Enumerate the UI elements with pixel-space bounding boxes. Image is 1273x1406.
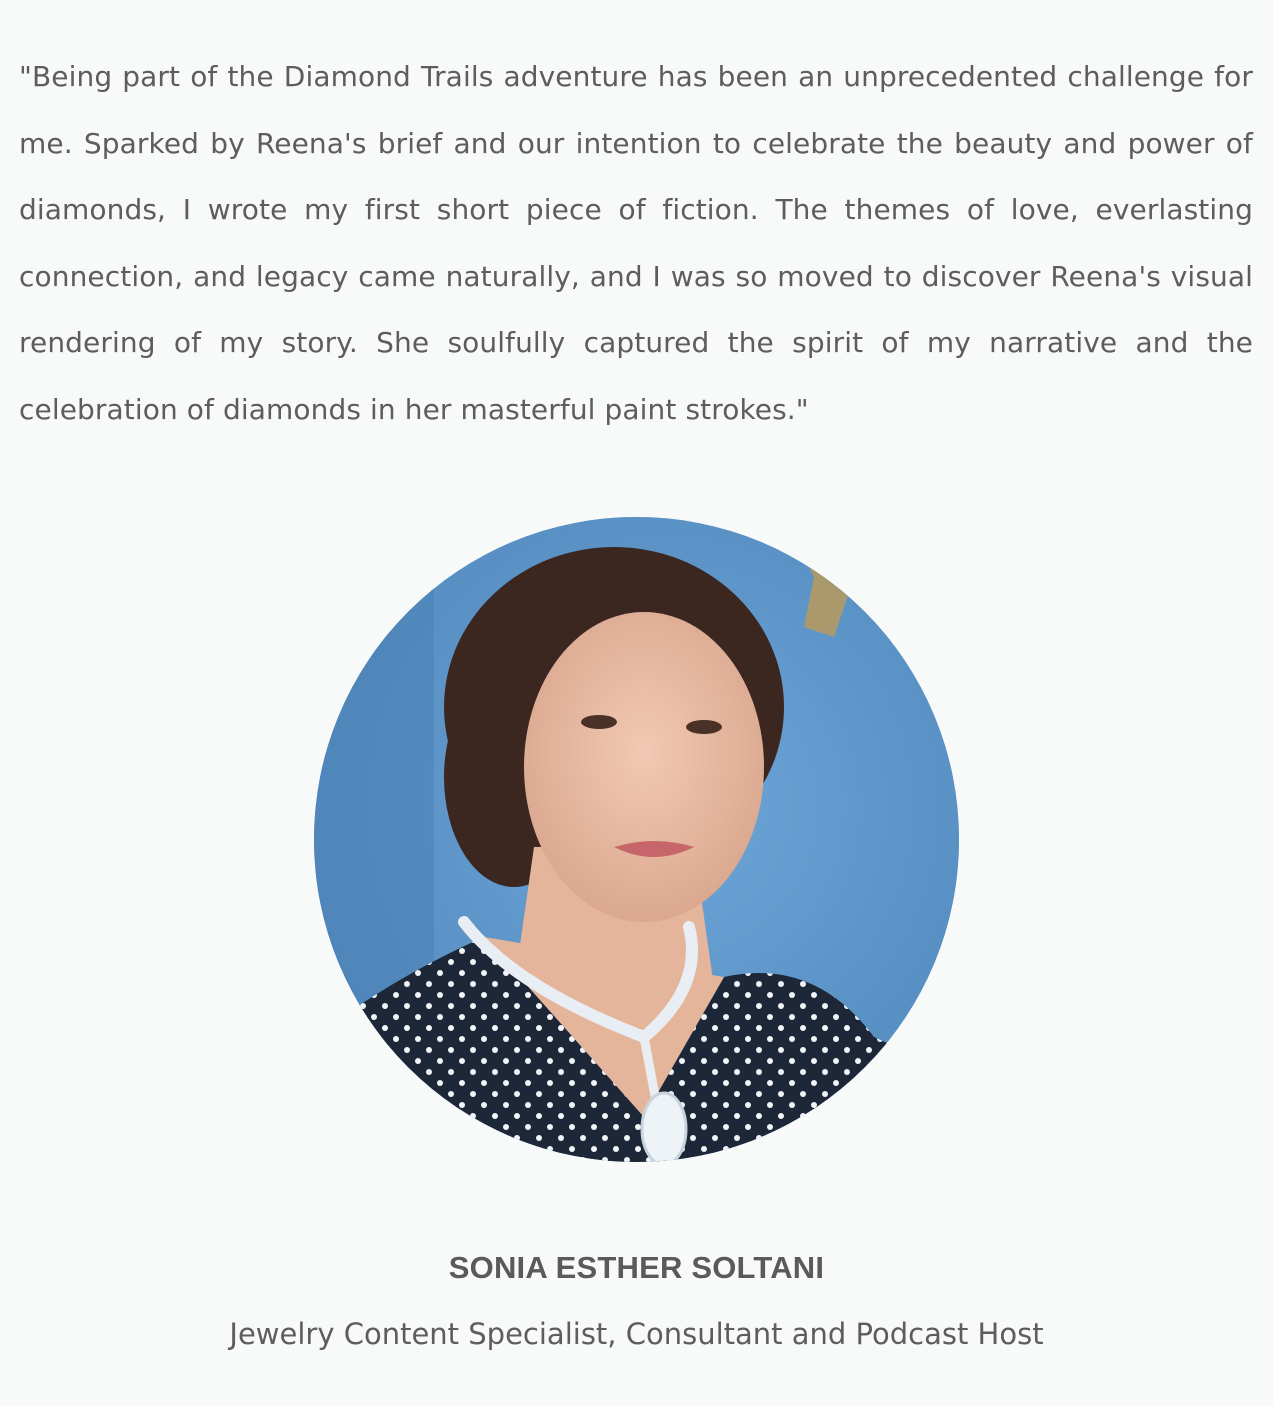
- author-title: Jewelry Content Specialist, Consultant and Podcast Host: [229, 1317, 1044, 1351]
- author-portrait: [314, 517, 959, 1162]
- testimonial-quote: "Being part of the Diamond Trails adventure has been an unprecedented challenge for me. Sparked by Reena's brief and our intention to celebrate the beauty and power of diamonds, I wrote my first short piece of fiction. The themes of love, everlasting connection, and legacy came naturally, and I was so moved to discover Reena's visual rendering of my story. She soulfully captured the spirit of my narrative and the celebration of diamonds in her masterful paint strokes.": [19, 60, 1253, 426]
- author-name: SONIA ESTHER SOLTANI: [448, 1250, 825, 1285]
